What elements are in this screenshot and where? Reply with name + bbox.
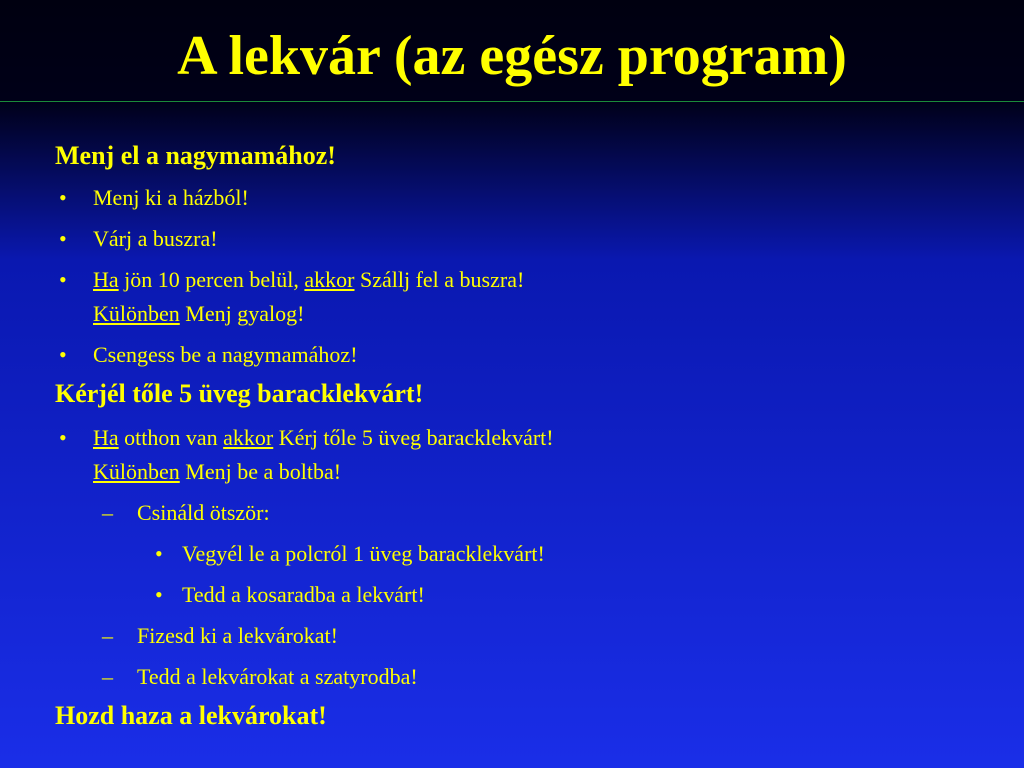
section-heading-bring-home: Hozd haza a lekvárokat! bbox=[55, 701, 327, 730]
sub-list-item bbox=[55, 660, 995, 694]
nested-list-item-text: Vegyél le a polcról 1 üveg baracklekvárt! bbox=[182, 541, 545, 566]
title-divider bbox=[0, 101, 1024, 102]
else-text: Menj gyalog! bbox=[179, 301, 305, 326]
sub-list-item-text: Tedd a lekvárokat a szatyrodba! bbox=[137, 664, 418, 689]
section-heading-ask-jam: Kérjél tőle 5 üveg baracklekvárt! bbox=[55, 379, 424, 408]
list-item-text: Várj a buszra! bbox=[93, 226, 218, 251]
else-text: Menj be a boltba! bbox=[179, 459, 342, 484]
sub-list-item bbox=[55, 496, 995, 530]
condition-text: jön 10 percen belül, bbox=[118, 267, 305, 292]
bullet-dot-icon: • bbox=[59, 185, 67, 210]
bullet-dot-icon: • bbox=[59, 226, 67, 251]
bullet-dot-icon: • bbox=[59, 342, 67, 367]
list-item-conditional bbox=[55, 263, 995, 331]
nested-list-item-text: Tedd a kosaradba a lekvárt! bbox=[182, 582, 425, 607]
section-heading-visit-grandma: Menj el a nagymamához! bbox=[55, 141, 336, 170]
keyword-then: akkor bbox=[304, 267, 355, 292]
list-item bbox=[55, 222, 995, 256]
keyword-then: akkor bbox=[223, 425, 274, 450]
list-item-conditional bbox=[55, 421, 995, 489]
slide-body bbox=[55, 141, 995, 731]
bullet-dash-icon: – bbox=[102, 664, 113, 689]
nested-list-item bbox=[55, 578, 995, 612]
then-text: Kérj tőle 5 üveg baracklekvárt! bbox=[273, 425, 554, 450]
list-item-text: Menj ki a házból! bbox=[93, 185, 249, 210]
list-item bbox=[55, 181, 995, 215]
bullet-dot-icon: • bbox=[155, 582, 163, 607]
bullet-dash-icon: – bbox=[102, 623, 113, 648]
sub-list-item bbox=[55, 619, 995, 653]
sub-list-item-text: Csináld ötször: bbox=[137, 500, 270, 525]
sub-list-item-text: Fizesd ki a lekvárokat! bbox=[137, 623, 338, 648]
bullet-dash-icon: – bbox=[102, 500, 113, 525]
list-item bbox=[55, 338, 995, 372]
nested-list-item bbox=[55, 537, 995, 571]
slide-title: A lekvár (az egész program) bbox=[177, 25, 847, 87]
keyword-else: Különben bbox=[93, 301, 180, 326]
list-item-text: Csengess be a nagymamához! bbox=[93, 342, 358, 367]
keyword-if: Ha bbox=[93, 267, 119, 292]
condition-text: otthon van bbox=[118, 425, 224, 450]
bullet-dot-icon: • bbox=[59, 425, 67, 450]
keyword-if: Ha bbox=[93, 425, 119, 450]
bullet-dot-icon: • bbox=[155, 541, 163, 566]
bullet-dot-icon: • bbox=[59, 267, 67, 292]
keyword-else: Különben bbox=[93, 459, 180, 484]
then-text: Szállj fel a buszra! bbox=[354, 267, 525, 292]
